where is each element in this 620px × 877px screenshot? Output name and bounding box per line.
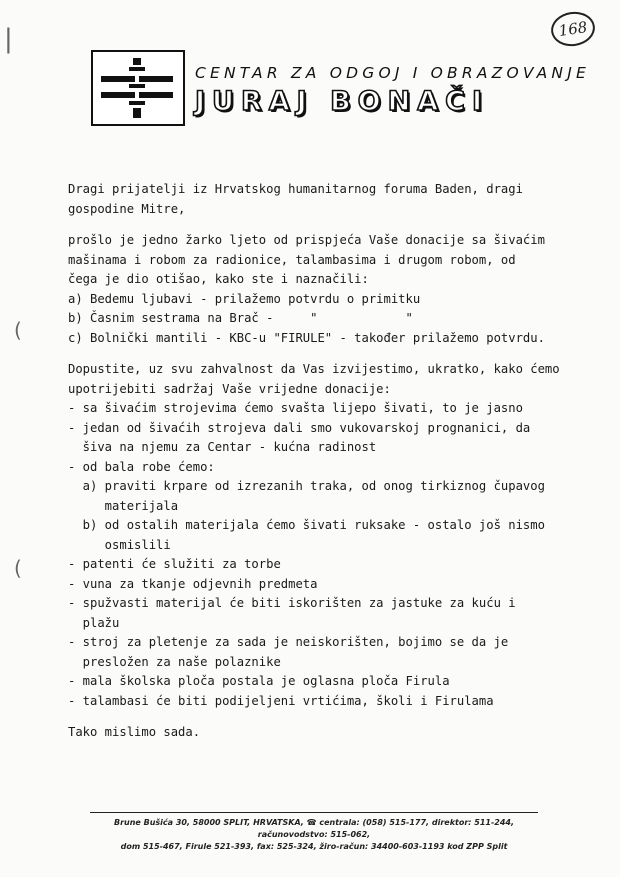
list-item: b) Časnim sestrama na Brač - " " [68,311,413,325]
logo-icon [91,50,185,126]
list-item: - vuna za tkanje odjevnih predmeta [68,576,318,591]
text-line: čega je dio otišao, kako ste i naznačili: [68,272,369,286]
stylized-figure-logo [93,52,183,124]
punch-hole-mark: | [4,24,13,54]
list-item: - stroj za pletenje za sada je neiskorišten, bojimo se da je [68,635,509,649]
text-line: prošlo je jedno žarko ljeto od prispjeća Vaše donacije sa šivaćim [68,233,545,247]
org-title: JURAJ BONAČI [195,86,489,117]
list-item: - sa šivaćim strojevima ćemo svašta lijepo šivati, to je jasno [68,401,523,415]
list-item: - talambasi će biti podijeljeni vrtićima, školi i Firulama [68,693,494,708]
list-item: b) od ostalih materijala ćemo šivati ruksake - ostalo još nismo [68,518,545,532]
greeting-line: gospodine Mitre, [68,201,186,216]
list-item: - mala školska ploča postala je oglasna ploča Firula [68,674,450,688]
footer-line: Brune Bušića 30, 58000 SPLIT, HRVATSKA, ☎ centrala: (058) 515-177, direktor: 511-244, računovodstvo: 515-062, [113,818,515,839]
list-item: plažu [68,615,120,630]
page-number-stamp [549,9,597,49]
list-item: - od bala robe ćemo: [68,459,215,474]
text-line: Dopustite, uz svu zahvalnost da Vas izvijestimo, ukratko, kako ćemo [68,362,560,376]
page-number: 168 [557,18,589,40]
letter-body [68,180,588,743]
footer-divider [90,812,538,813]
list-item: a) praviti krpare od izrezanih traka, od onog tirkiznog čupavog [68,479,545,493]
footer-address [90,817,538,853]
list-item: presložen za naše polaznike [68,654,281,669]
list-item: c) Bolnički mantili - KBC-u "FIRULE" - također prilažemo potvrdu. [68,330,545,345]
paragraph-donation-distribution [68,231,588,348]
text-line: mašinama i robom za radionice, talambasima i drugom robom, od [68,252,516,267]
paragraph-donation-use [68,360,588,711]
punch-hole-mark: ( [14,556,22,580]
list-item: osmislili [68,537,171,552]
org-name: CENTAR ZA ODGOJ I OBRAZOVANJE [195,64,590,82]
closing-line: Tako mislimo sada. [68,725,201,739]
list-item: - patenti će služiti za torbe [68,557,281,571]
punch-hole-mark: ( [14,318,22,342]
greeting [68,180,588,219]
greeting-line: Dragi prijatelji iz Hrvatskog humanitarnog foruma Baden, dragi [68,182,523,196]
text-line: upotrijebiti sadržaj Vaše vrijedne donacije: [68,381,391,396]
list-item: materijala [68,498,179,513]
list-item: a) Bedemu ljubavi - prilažemo potvrdu o primitku [68,291,421,306]
footer-line: dom 515-467, Firule 521-393, fax: 525-324, žiro-račun: 34400-603-1193 kod ZPP Split [120,842,508,851]
list-item: šiva na njemu za Centar - kućna radinost [68,440,377,454]
list-item: - spužvasti materijal će biti iskorišten za jastuke za kuću i [68,596,516,610]
list-item: - jedan od šivaćih strojeva dali smo vukovarskoj prognanici, da [68,420,531,435]
